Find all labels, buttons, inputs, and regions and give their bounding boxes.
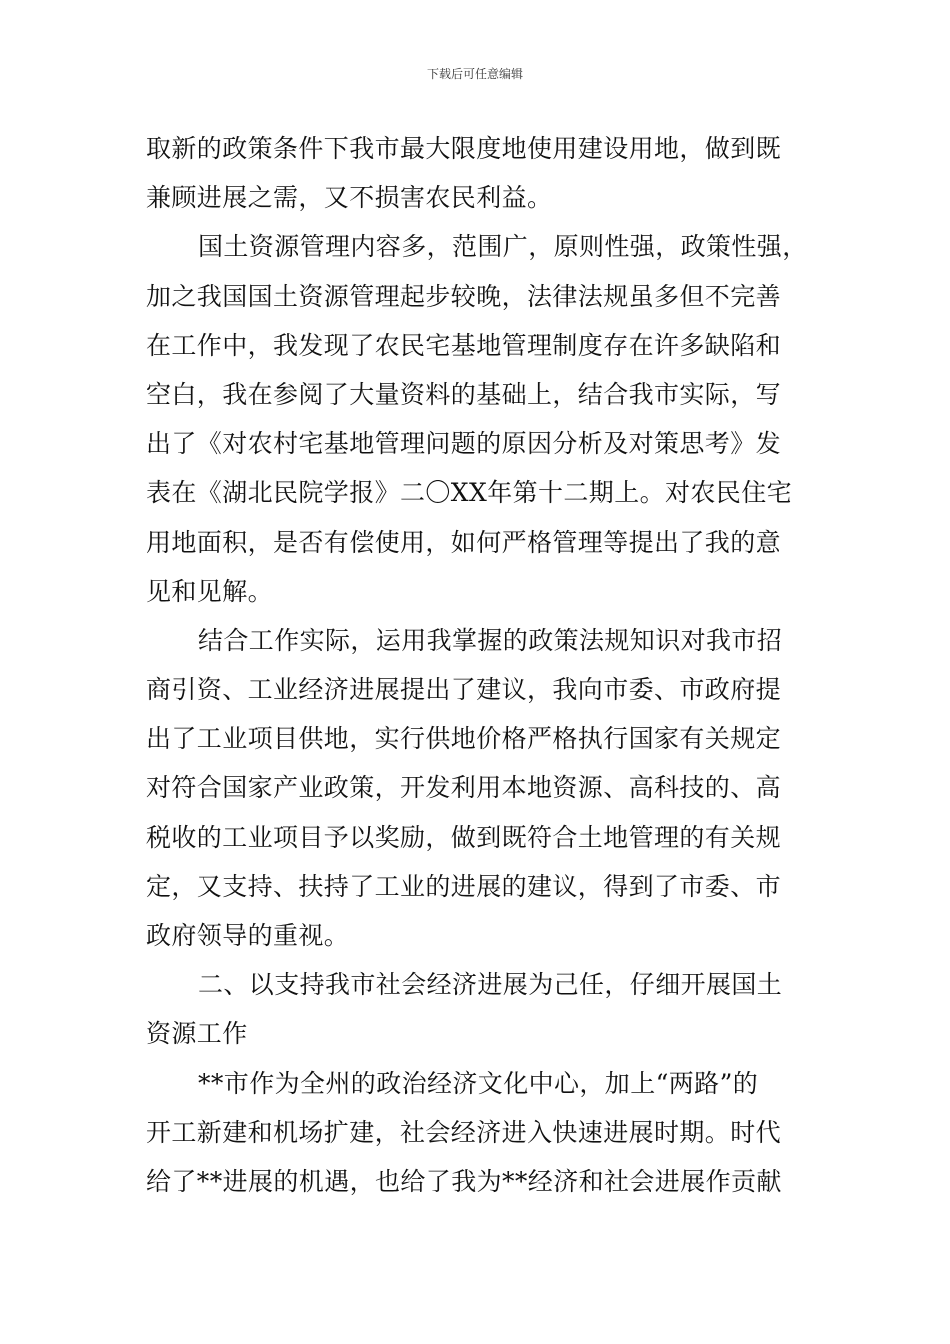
text-line: 在工作中，我发现了农民宅基地管理制度存在许多缺陷和	[146, 330, 782, 360]
text-line: 出了《对农村宅基地管理问题的原因分析及对策思考》发	[146, 429, 782, 459]
paragraph	[146, 222, 826, 616]
text-line: 见和见解。	[146, 576, 274, 606]
text-line: 取新的政策条件下我市最大限度地使用建设用地，做到既	[146, 134, 782, 163]
paragraph	[146, 1059, 826, 1207]
text-line: 空白，我在参阅了大量资料的基础上，结合我市实际，写	[146, 379, 782, 409]
text-line: 对符合国家产业政策，开发利用本地资源、高科技的、高	[146, 773, 782, 803]
document-body	[146, 124, 826, 1206]
text-line: **市作为全州的政治经济文化中心，加上“两路”的	[198, 1068, 759, 1098]
text-line: 政府领导的重视。	[146, 921, 350, 950]
text-line: 定，又支持、扶持了工业的进展的建议，得到了市委、市	[146, 871, 782, 901]
text-line: 资源工作	[146, 1019, 248, 1049]
text-line: 税收的工业项目予以奖励，做到既符合土地管理的有关规	[146, 822, 782, 852]
text-line: 表在《湖北民院学报》二〇XX年第十二期上。对农民住宅	[146, 478, 792, 508]
paragraph	[146, 124, 826, 222]
page-header: 下载后可任意编辑	[426, 67, 523, 81]
text-line: 用地面积，是否有偿使用，如何严格管理等提出了我的意	[146, 527, 782, 557]
text-line: 国土资源管理内容多，范围广，原则性强，政策性强，	[198, 232, 808, 262]
text-line: 给了**进展的机遇，也给了我为**经济和社会进展作贡献	[146, 1166, 782, 1196]
text-line: 商引资、工业经济进展提出了建议，我向市委、市政府提	[146, 675, 782, 705]
section-heading	[146, 960, 826, 1058]
text-line: 加之我国国土资源管理起步较晚，法律法规虽多但不完善	[146, 281, 782, 311]
text-line: 结合工作实际，运用我掌握的政策法规知识对我市招	[198, 625, 783, 655]
text-line: 二、以支持我市社会经济进展为己任，仔细开展国土	[198, 970, 783, 1000]
text-line: 开工新建和机场扩建，社会经济进入快速进展时期。时代	[146, 1117, 782, 1147]
text-line: 兼顾进展之需，又不损害农民利益。	[146, 183, 553, 213]
paragraph	[146, 616, 826, 960]
text-line: 出了工业项目供地，实行供地价格严格执行国家有关规定	[146, 724, 782, 754]
